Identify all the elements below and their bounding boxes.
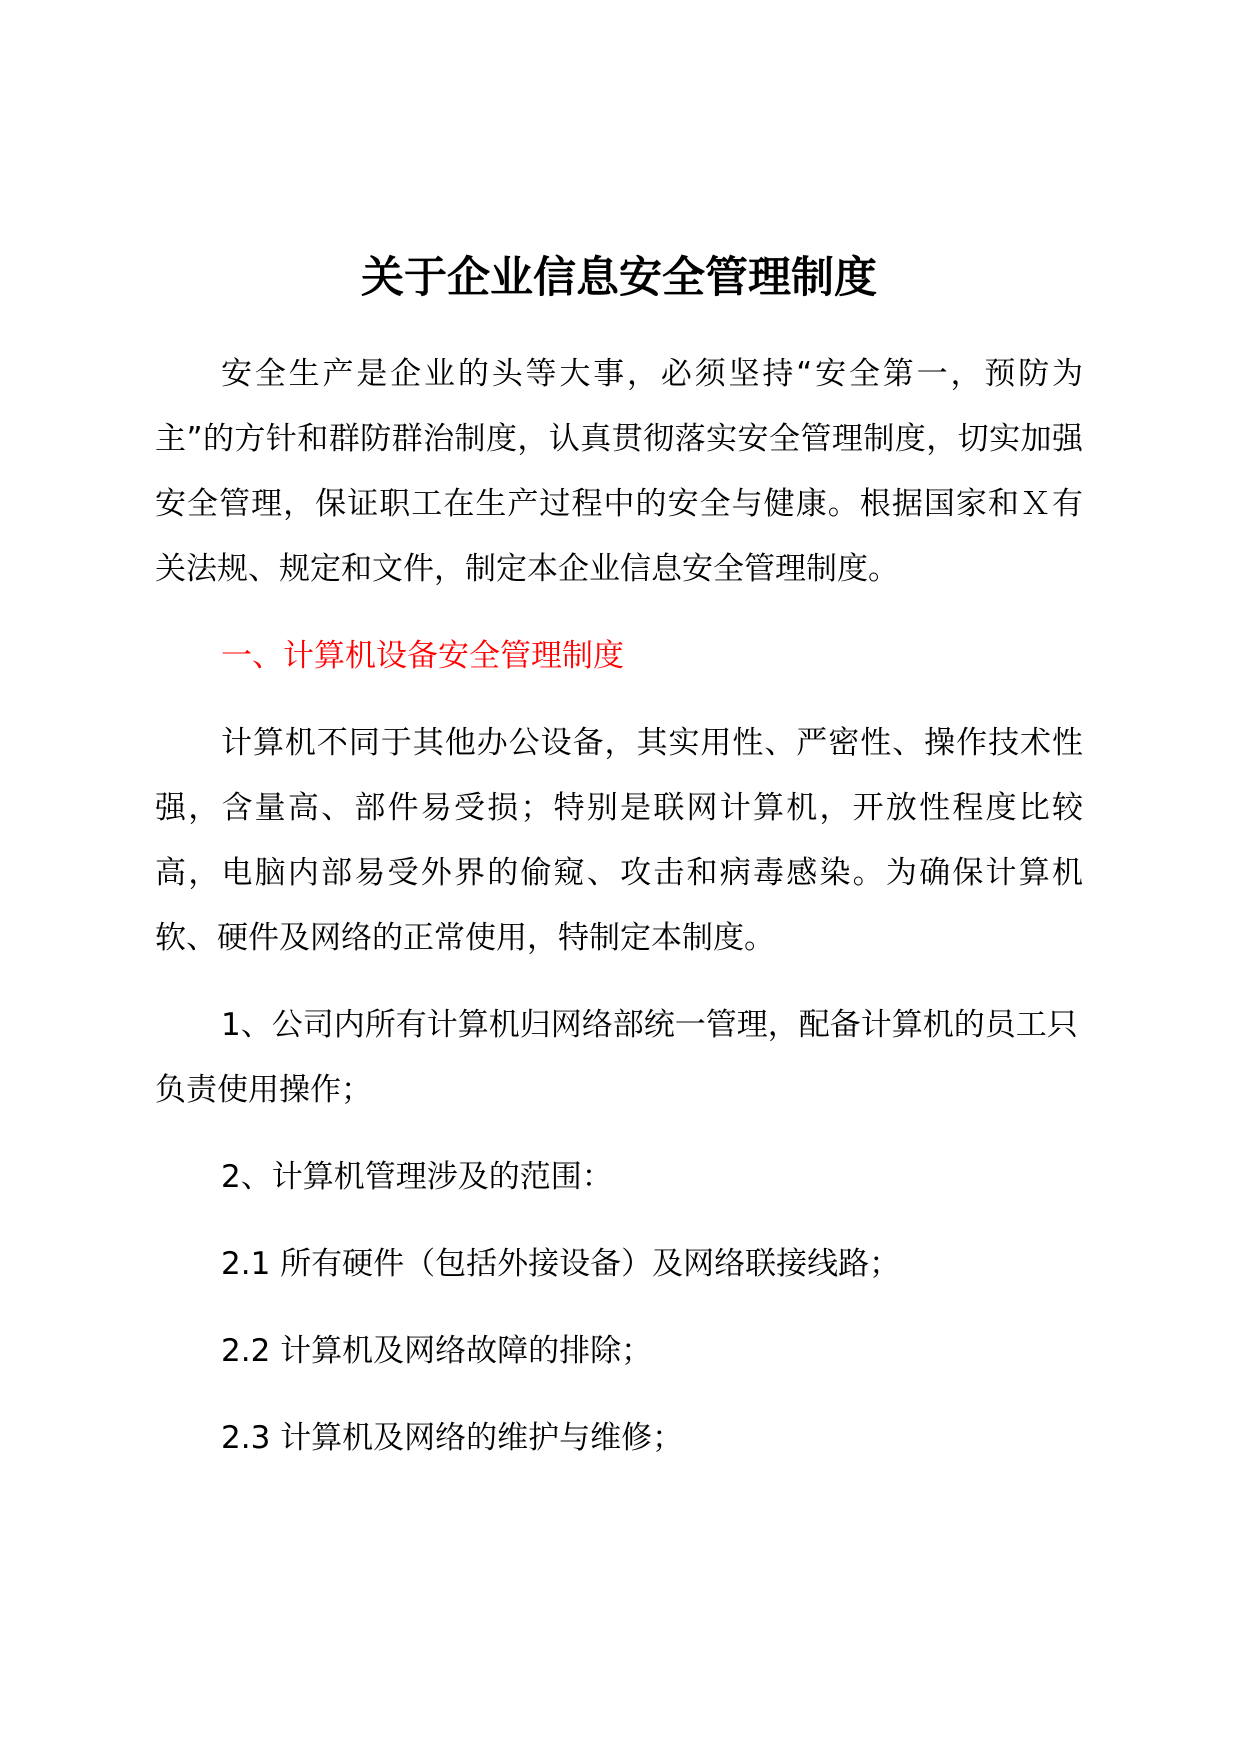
section-item-2: 2、计算机管理涉及的范围： bbox=[221, 1159, 613, 1195]
section-item-2-2: 2.2 计算机及网络故障的排除； bbox=[221, 1333, 653, 1369]
document-title: 关于企业信息安全管理制度 bbox=[361, 253, 877, 303]
document-body bbox=[155, 248, 1083, 1493]
section-item-2-3: 2.3 计算机及网络的维护与维修； bbox=[221, 1420, 684, 1456]
section-item-2-1: 2.1 所有硬件（包括外接设备）及网络联接线路； bbox=[221, 1246, 901, 1282]
intro-paragraph: 安全生产是企业的头等大事，必须坚持“安全第一，预防为主”的方针和群防群治制度，认真贯彻落实安全管理制度，切实加强安全管理，保证职工在生产过程中的安全与健康。根据国家和Ｘ有关法规、规定和文件，制定本企业信息安全管理制度。 bbox=[155, 356, 1083, 587]
section-1-intro: 计算机不同于其他办公设备，其实用性、严密性、操作技术性强，含量高、部件易受损；特别是联网计算机，开放性程度比较高，电脑内部易受外界的偷窥、攻击和病毒感染。为确保计算机软、硬件及网络的正常使用，特制定本制度。 bbox=[155, 725, 1083, 956]
section-heading-1: 一、计算机设备安全管理制度 bbox=[221, 638, 624, 674]
section-item-1: 1、公司内所有计算机归网络部统一管理，配备计算机的员工只负责使用操作； bbox=[155, 1007, 1078, 1108]
